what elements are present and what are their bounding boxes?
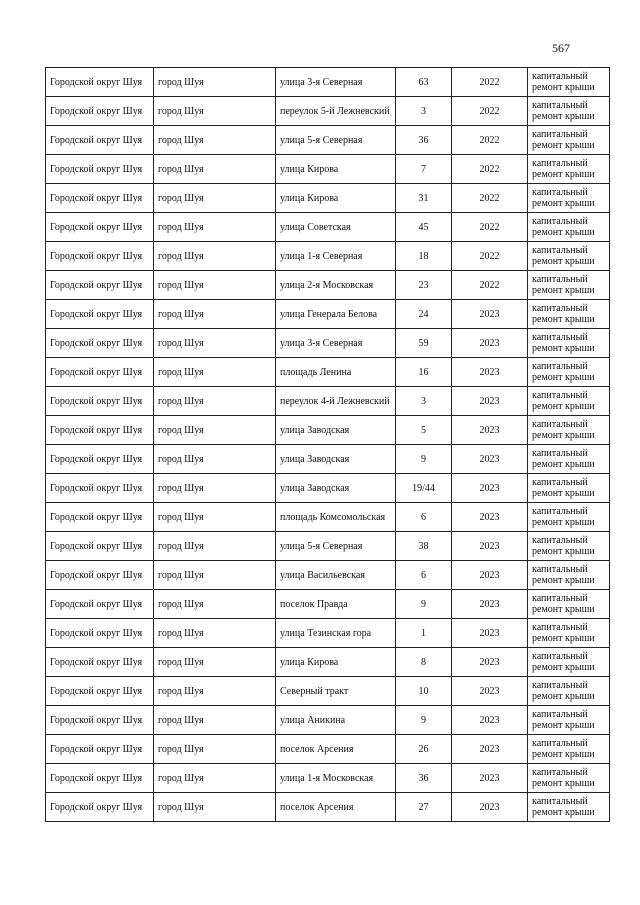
district-cell: Городской округ Шуя: [46, 126, 154, 155]
work-type-cell: капитальный ремонт крыши: [528, 68, 610, 97]
table-row: [46, 677, 610, 706]
district-cell: Городской округ Шуя: [46, 445, 154, 474]
table-row: [46, 648, 610, 677]
year-cell: 2023: [452, 735, 528, 764]
district-cell: Городской округ Шуя: [46, 387, 154, 416]
year-cell: 2023: [452, 445, 528, 474]
district-cell: Городской округ Шуя: [46, 590, 154, 619]
district-cell: Городской округ Шуя: [46, 793, 154, 822]
year-cell: 2022: [452, 184, 528, 213]
house-number-cell: 6: [396, 503, 452, 532]
street-cell: улица 5-я Северная: [276, 532, 396, 561]
table-row: [46, 561, 610, 590]
street-cell: улица Кирова: [276, 184, 396, 213]
year-cell: 2023: [452, 793, 528, 822]
year-cell: 2023: [452, 590, 528, 619]
district-cell: Городской округ Шуя: [46, 416, 154, 445]
street-cell: поселок Арсения: [276, 735, 396, 764]
house-number-cell: 36: [396, 126, 452, 155]
district-cell: Городской округ Шуя: [46, 619, 154, 648]
house-number-cell: 3: [396, 387, 452, 416]
street-cell: поселок Арсения: [276, 793, 396, 822]
street-cell: улица Тезинская гора: [276, 619, 396, 648]
house-number-cell: 7: [396, 155, 452, 184]
year-cell: 2022: [452, 242, 528, 271]
city-cell: город Шуя: [154, 242, 276, 271]
city-cell: город Шуя: [154, 474, 276, 503]
city-cell: город Шуя: [154, 561, 276, 590]
work-type-cell: капитальный ремонт крыши: [528, 503, 610, 532]
district-cell: Городской округ Шуя: [46, 97, 154, 126]
house-number-cell: 19/44: [396, 474, 452, 503]
city-cell: город Шуя: [154, 706, 276, 735]
street-cell: улица Советская: [276, 213, 396, 242]
house-number-cell: 10: [396, 677, 452, 706]
table-row: [46, 764, 610, 793]
year-cell: 2023: [452, 706, 528, 735]
house-number-cell: 31: [396, 184, 452, 213]
district-cell: Городской округ Шуя: [46, 677, 154, 706]
table-row: [46, 387, 610, 416]
year-cell: 2022: [452, 97, 528, 126]
work-type-cell: капитальный ремонт крыши: [528, 184, 610, 213]
district-cell: Городской округ Шуя: [46, 735, 154, 764]
work-type-cell: капитальный ремонт крыши: [528, 793, 610, 822]
table-row: [46, 300, 610, 329]
table-row: [46, 184, 610, 213]
year-cell: 2022: [452, 271, 528, 300]
house-number-cell: 24: [396, 300, 452, 329]
district-cell: Городской округ Шуя: [46, 300, 154, 329]
table-row: [46, 242, 610, 271]
house-number-cell: 9: [396, 445, 452, 474]
year-cell: 2023: [452, 764, 528, 793]
street-cell: улица Заводская: [276, 445, 396, 474]
year-cell: 2023: [452, 387, 528, 416]
street-cell: улица Васильевская: [276, 561, 396, 590]
street-cell: площадь Комсомольская: [276, 503, 396, 532]
year-cell: 2022: [452, 68, 528, 97]
table-row: [46, 706, 610, 735]
street-cell: переулок 4-й Лежневский: [276, 387, 396, 416]
district-cell: Городской округ Шуя: [46, 764, 154, 793]
table-row: [46, 619, 610, 648]
table-row: [46, 97, 610, 126]
table-row: [46, 532, 610, 561]
district-cell: Городской округ Шуя: [46, 474, 154, 503]
year-cell: 2023: [452, 329, 528, 358]
table-row: [46, 474, 610, 503]
house-number-cell: 23: [396, 271, 452, 300]
district-cell: Городской округ Шуя: [46, 329, 154, 358]
work-type-cell: капитальный ремонт крыши: [528, 474, 610, 503]
city-cell: город Шуя: [154, 764, 276, 793]
city-cell: город Шуя: [154, 387, 276, 416]
house-number-cell: 6: [396, 561, 452, 590]
work-type-cell: капитальный ремонт крыши: [528, 358, 610, 387]
district-cell: Городской округ Шуя: [46, 503, 154, 532]
city-cell: город Шуя: [154, 503, 276, 532]
repair-schedule-table: [45, 67, 610, 822]
house-number-cell: 36: [396, 764, 452, 793]
table-body: [46, 68, 610, 822]
street-cell: улица Заводская: [276, 416, 396, 445]
street-cell: площадь Ленина: [276, 358, 396, 387]
city-cell: город Шуя: [154, 532, 276, 561]
house-number-cell: 45: [396, 213, 452, 242]
table-row: [46, 358, 610, 387]
street-cell: поселок Правда: [276, 590, 396, 619]
table-row: [46, 68, 610, 97]
street-cell: улица 5-я Северная: [276, 126, 396, 155]
year-cell: 2023: [452, 648, 528, 677]
table-row: [46, 735, 610, 764]
district-cell: Городской округ Шуя: [46, 184, 154, 213]
street-cell: улица 1-я Московская: [276, 764, 396, 793]
table-row: [46, 416, 610, 445]
table-row: [46, 793, 610, 822]
year-cell: 2023: [452, 677, 528, 706]
work-type-cell: капитальный ремонт крыши: [528, 735, 610, 764]
district-cell: Городской округ Шуя: [46, 706, 154, 735]
house-number-cell: 59: [396, 329, 452, 358]
city-cell: город Шуя: [154, 648, 276, 677]
table-row: [46, 445, 610, 474]
year-cell: 2022: [452, 155, 528, 184]
house-number-cell: 9: [396, 590, 452, 619]
work-type-cell: капитальный ремонт крыши: [528, 532, 610, 561]
work-type-cell: капитальный ремонт крыши: [528, 561, 610, 590]
work-type-cell: капитальный ремонт крыши: [528, 300, 610, 329]
house-number-cell: 1: [396, 619, 452, 648]
city-cell: город Шуя: [154, 97, 276, 126]
district-cell: Городской округ Шуя: [46, 155, 154, 184]
year-cell: 2022: [452, 213, 528, 242]
work-type-cell: капитальный ремонт крыши: [528, 271, 610, 300]
year-cell: 2023: [452, 416, 528, 445]
city-cell: город Шуя: [154, 445, 276, 474]
work-type-cell: капитальный ремонт крыши: [528, 677, 610, 706]
city-cell: город Шуя: [154, 677, 276, 706]
city-cell: город Шуя: [154, 213, 276, 242]
table-row: [46, 590, 610, 619]
work-type-cell: капитальный ремонт крыши: [528, 416, 610, 445]
house-number-cell: 27: [396, 793, 452, 822]
work-type-cell: капитальный ремонт крыши: [528, 213, 610, 242]
district-cell: Городской округ Шуя: [46, 561, 154, 590]
work-type-cell: капитальный ремонт крыши: [528, 155, 610, 184]
year-cell: 2023: [452, 532, 528, 561]
city-cell: город Шуя: [154, 590, 276, 619]
street-cell: улица 1-я Северная: [276, 242, 396, 271]
city-cell: город Шуя: [154, 155, 276, 184]
street-cell: улица 2-я Московская: [276, 271, 396, 300]
street-cell: Северный тракт: [276, 677, 396, 706]
table-row: [46, 126, 610, 155]
street-cell: улица Кирова: [276, 648, 396, 677]
city-cell: город Шуя: [154, 416, 276, 445]
city-cell: город Шуя: [154, 271, 276, 300]
city-cell: город Шуя: [154, 735, 276, 764]
street-cell: улица Генерала Белова: [276, 300, 396, 329]
district-cell: Городской округ Шуя: [46, 271, 154, 300]
street-cell: улица Заводская: [276, 474, 396, 503]
city-cell: город Шуя: [154, 793, 276, 822]
city-cell: город Шуя: [154, 184, 276, 213]
page-number: 567: [552, 41, 570, 55]
table-row: [46, 271, 610, 300]
table-row: [46, 329, 610, 358]
house-number-cell: 16: [396, 358, 452, 387]
street-cell: улица Кирова: [276, 155, 396, 184]
district-cell: Городской округ Шуя: [46, 68, 154, 97]
city-cell: город Шуя: [154, 619, 276, 648]
district-cell: Городской округ Шуя: [46, 358, 154, 387]
city-cell: город Шуя: [154, 126, 276, 155]
year-cell: 2022: [452, 126, 528, 155]
house-number-cell: 63: [396, 68, 452, 97]
district-cell: Городской округ Шуя: [46, 648, 154, 677]
year-cell: 2023: [452, 619, 528, 648]
work-type-cell: капитальный ремонт крыши: [528, 445, 610, 474]
work-type-cell: капитальный ремонт крыши: [528, 97, 610, 126]
district-cell: Городской округ Шуя: [46, 242, 154, 271]
year-cell: 2023: [452, 300, 528, 329]
street-cell: переулок 5-й Лежневский: [276, 97, 396, 126]
city-cell: город Шуя: [154, 300, 276, 329]
house-number-cell: 8: [396, 648, 452, 677]
city-cell: город Шуя: [154, 358, 276, 387]
district-cell: Городской округ Шуя: [46, 532, 154, 561]
year-cell: 2023: [452, 358, 528, 387]
work-type-cell: капитальный ремонт крыши: [528, 387, 610, 416]
work-type-cell: капитальный ремонт крыши: [528, 590, 610, 619]
work-type-cell: капитальный ремонт крыши: [528, 329, 610, 358]
work-type-cell: капитальный ремонт крыши: [528, 764, 610, 793]
year-cell: 2023: [452, 561, 528, 590]
house-number-cell: 3: [396, 97, 452, 126]
work-type-cell: капитальный ремонт крыши: [528, 126, 610, 155]
work-type-cell: капитальный ремонт крыши: [528, 619, 610, 648]
table-row: [46, 213, 610, 242]
house-number-cell: 26: [396, 735, 452, 764]
table-row: [46, 503, 610, 532]
street-cell: улица 3-я Северная: [276, 329, 396, 358]
city-cell: город Шуя: [154, 329, 276, 358]
work-type-cell: капитальный ремонт крыши: [528, 242, 610, 271]
house-number-cell: 9: [396, 706, 452, 735]
city-cell: город Шуя: [154, 68, 276, 97]
work-type-cell: капитальный ремонт крыши: [528, 648, 610, 677]
house-number-cell: 38: [396, 532, 452, 561]
year-cell: 2023: [452, 503, 528, 532]
house-number-cell: 18: [396, 242, 452, 271]
house-number-cell: 5: [396, 416, 452, 445]
district-cell: Городской округ Шуя: [46, 213, 154, 242]
work-type-cell: капитальный ремонт крыши: [528, 706, 610, 735]
table-row: [46, 155, 610, 184]
street-cell: улица Аникина: [276, 706, 396, 735]
year-cell: 2023: [452, 474, 528, 503]
street-cell: улица 3-я Северная: [276, 68, 396, 97]
